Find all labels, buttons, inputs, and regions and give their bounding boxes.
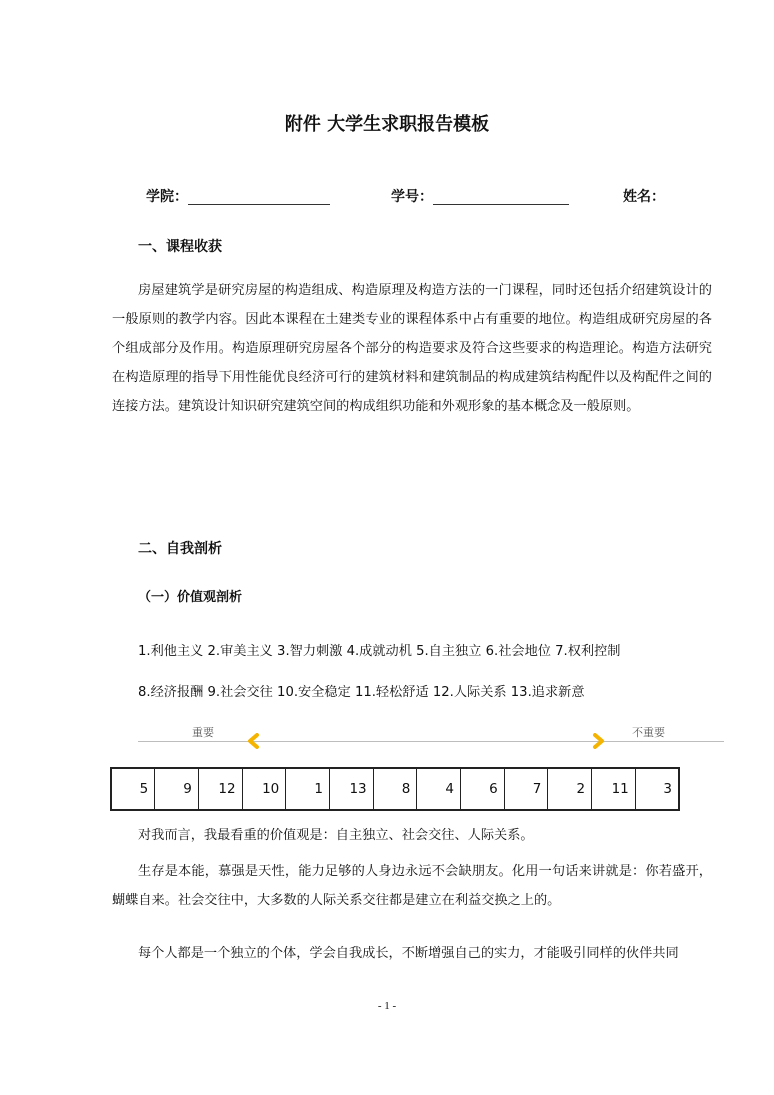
name-field	[623, 186, 665, 206]
rank-cell: 5	[111, 768, 155, 810]
value-ranking-table	[110, 767, 680, 811]
rank-cell: 1	[286, 768, 330, 810]
scale-label-unimportant: 不重要	[632, 726, 665, 739]
scale-label-important: 重要	[192, 726, 214, 739]
page-title: 附件 大学生求职报告模板	[284, 114, 490, 135]
page-number: - 1 -	[377, 1000, 397, 1012]
importance-scale-line	[138, 741, 724, 742]
values-list-line2: 8.经济报酬 9.社会交往 10.安全稳定 11.轻松舒适 12.人际关系 13.追求新意	[138, 685, 585, 700]
rank-cell: 13	[329, 768, 373, 810]
student-id-blank	[433, 190, 569, 205]
student-id-field	[391, 186, 569, 206]
rank-cell: 2	[548, 768, 592, 810]
section2-paragraph-3: 每个人都是一个独立的个体，学会自我成长，不断增强自己的实力，才能吸引同样的伙伴共同	[138, 946, 679, 961]
values-statement: 对我而言，我最看重的价值观是：自主独立、社会交往、人际关系。	[138, 828, 534, 843]
values-subheading: （一）价值观剖析	[138, 590, 243, 605]
rank-cell: 4	[417, 768, 461, 810]
chevron-left-icon	[245, 733, 261, 749]
college-blank	[188, 190, 330, 205]
section1-paragraph: 房屋建筑学是研究房屋的构造组成、构造原理及构造方法的一门课程，同时还包括介绍建筑设计的一般原则的教学内容。因此本课程在土建类专业的课程体系中占有重要的地位。构造组成研究房屋的各个组成部分及作用。构造原理研究房屋各个部分的构造要求及符合这些要求的构造理论。构造方法研究在构造原理的指导下用性能优良经济可行的建筑材料和建筑制品的构成建筑结构配件以及构配件之间的连接方法。建筑设计知识研究建筑空间的构成组织功能和外观形象的基本概念及一般原则。	[112, 283, 712, 414]
student-id-label: 学号：	[391, 189, 433, 205]
college-field	[146, 186, 330, 206]
chevron-right-icon	[591, 733, 607, 749]
rank-cell: 11	[592, 768, 636, 810]
rank-cell: 12	[198, 768, 242, 810]
section2-paragraph-2: 生存是本能，慕强是天性，能力足够的人身边永远不会缺朋友。化用一句话来讲就是：你若盛开，蝴蝶自来。社会交往中，大多数的人际关系交往都是建立在利益交换之上的。	[112, 864, 712, 908]
values-list-line1: 1.利他主义 2.审美主义 3.智力刺激 4.成就动机 5.自主独立 6.社会地位 7.权利控制	[138, 644, 621, 659]
rank-cell: 6	[461, 768, 505, 810]
section2-heading: 二、自我剖析	[138, 541, 222, 557]
rank-cell: 9	[155, 768, 199, 810]
rank-cell: 7	[504, 768, 548, 810]
rank-cell: 8	[373, 768, 417, 810]
name-label: 姓名：	[623, 189, 665, 205]
rank-cell: 10	[242, 768, 286, 810]
section1-heading: 一、课程收获	[138, 239, 222, 255]
ranking-row	[111, 768, 679, 810]
college-label: 学院：	[146, 189, 188, 205]
rank-cell: 3	[635, 768, 679, 810]
